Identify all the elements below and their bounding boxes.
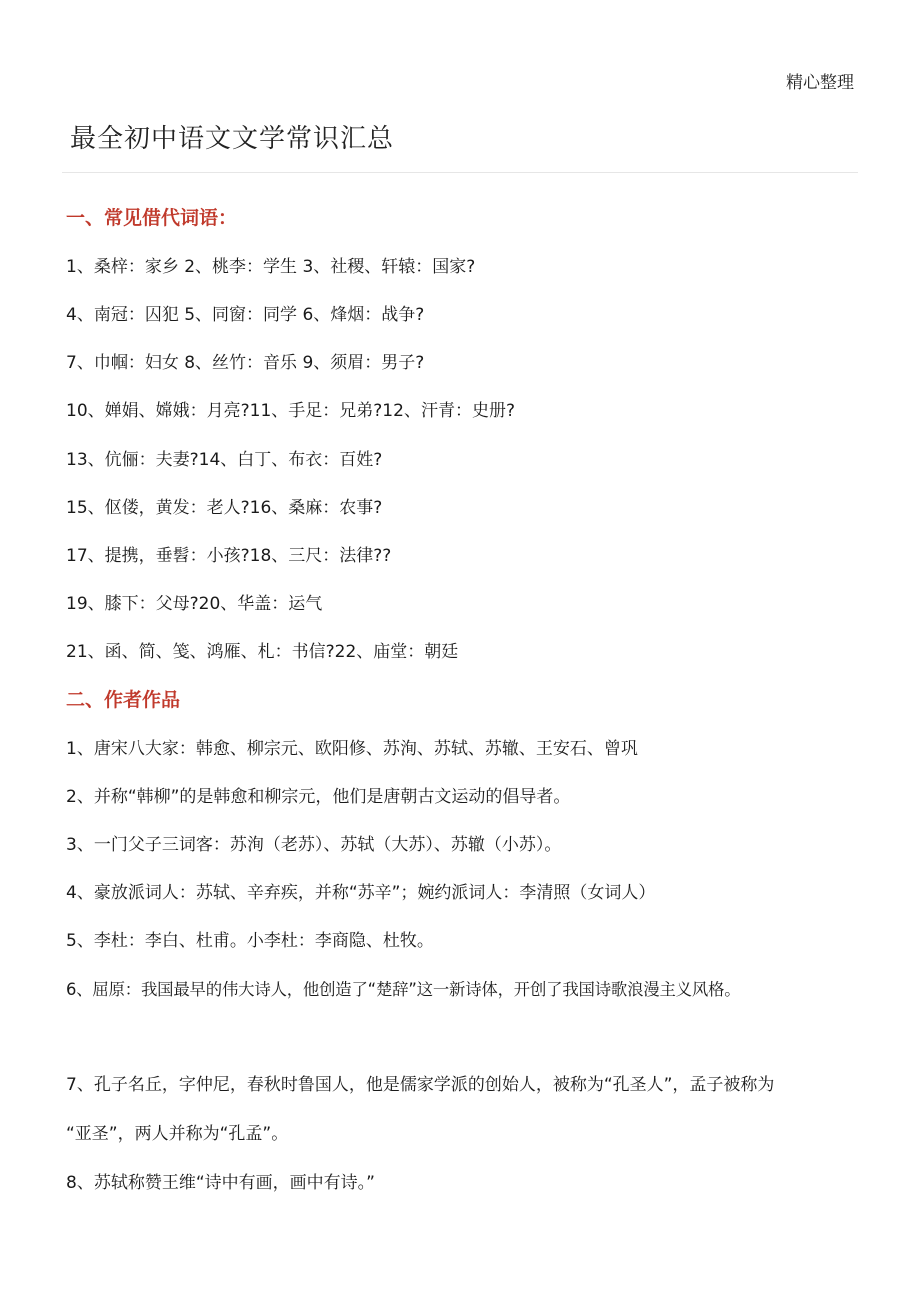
list-item: 4、豪放派词人：苏轼、辛弃疾，并称“苏辛”；婉约派词人：李清照（女词人）	[66, 883, 656, 903]
list-item: 17、提携，垂髫：小孩?18、三尺：法律??	[66, 546, 392, 566]
section-heading: 二、作者作品	[66, 689, 181, 711]
list-item: 1、唐宋八大家：韩愈、柳宗元、欧阳修、苏洵、苏轼、苏辙、王安石、曾巩	[66, 739, 638, 759]
list-item: 5、李杜：李白、杜甫。小李杜：李商隐、杜牧。	[66, 931, 434, 951]
list-item: 3、一门父子三词客：苏洵（老苏）、苏轼（大苏）、苏辙（小苏）。	[66, 835, 562, 855]
list-item: 2、并称“韩柳”的是韩愈和柳宗元，他们是唐朝古文运动的倡导者。	[66, 787, 571, 807]
header-note: 精心整理	[786, 73, 854, 93]
page-title: 最全初中语文文学常识汇总	[70, 124, 395, 154]
list-item: 7、孔子名丘，字仲尼，春秋时鲁国人，他是儒家学派的创始人，被称为“孔圣人”，孟子被称为	[66, 1075, 775, 1095]
list-item: 4、南冠：囚犯 5、同窗：同学 6、烽烟：战争?	[66, 305, 425, 325]
list-item: 6、屈原：我国最早的伟大诗人，他创造了“楚辞”这一新诗体，开创了我国诗歌浪漫主义风格。	[66, 980, 741, 999]
list-item: 1、桑梓：家乡 2、桃李：学生 3、社稷、轩辕：国家?	[66, 257, 476, 277]
list-item: 7、巾帼：妇女 8、丝竹：音乐 9、须眉：男子?	[66, 353, 425, 373]
list-item: 13、伉俪：夫妻?14、白丁、布衣：百姓?	[66, 450, 383, 470]
list-item: 19、膝下：父母?20、华盖：运气	[66, 594, 323, 614]
list-item: “亚圣”，两人并称为“孔孟”。	[66, 1124, 289, 1144]
list-item: 15、伛偻，黄发：老人?16、桑麻：农事?	[66, 498, 383, 518]
list-item: 8、苏轼称赞王维“诗中有画，画中有诗。”	[66, 1173, 375, 1193]
title-divider	[62, 172, 858, 173]
list-item: 10、婵娟、嫦娥：月亮?11、手足：兄弟?12、汗青：史册?	[66, 401, 515, 421]
list-item: 21、函、简、笺、鸿雁、札：书信?22、庙堂：朝廷	[66, 642, 459, 662]
section-heading: 一、常见借代词语：	[66, 207, 238, 229]
